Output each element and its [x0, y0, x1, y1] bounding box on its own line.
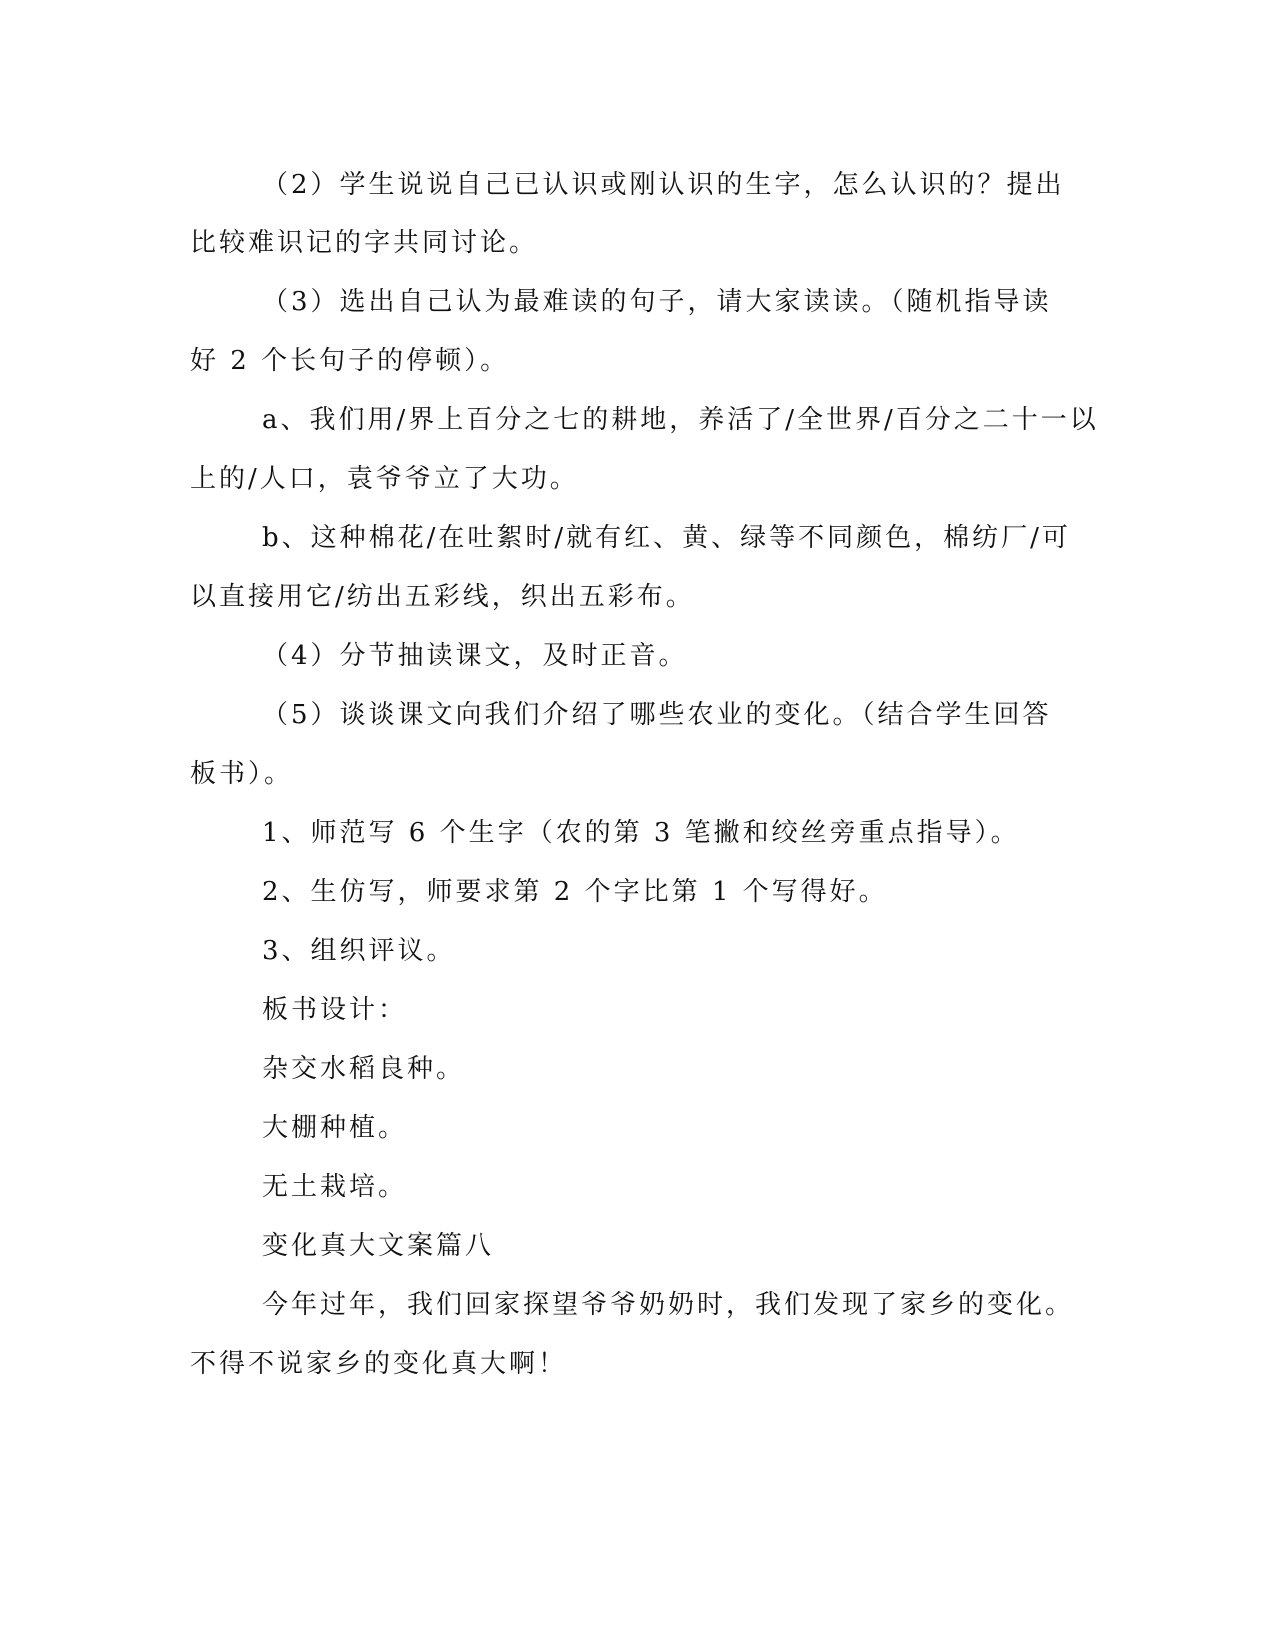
paragraph-line: （2）学生说说自己已认识或刚认识的生字，怎么认识的？提出: [262, 170, 1065, 200]
example-sentence-b: b、这种棉花/在吐絮时/就有红、黄、绿等不同颜色，棉纺厂/可: [262, 523, 1071, 553]
example-sentence-a: a、我们用/界上百分之七的耕地，养活了/全世界/百分之二十一以: [262, 405, 1099, 435]
paragraph-line: 今年过年，我们回家探望爷爷奶奶时，我们发现了家乡的变化。: [262, 1290, 1075, 1320]
list-item: 1、师范写 6 个生字（农的第 3 笔撇和绞丝旁重点指导）。: [262, 818, 1020, 848]
list-item: 3、组织评议。: [262, 936, 456, 966]
section-title: 变化真大文案篇八: [262, 1231, 495, 1261]
paragraph-line: 不得不说家乡的变化真大啊！: [190, 1349, 568, 1379]
paragraph-line: 以直接用它/纺出五彩线，织出五彩布。: [190, 582, 695, 612]
paragraph-line: （3）选出自己认为最难读的句子，请大家读读。（随机指导读: [262, 287, 1052, 317]
paragraph-line: （4）分节抽读课文，及时正音。: [262, 641, 688, 671]
paragraph-line: 板书）。: [190, 759, 294, 789]
board-item: 大棚种植。: [262, 1113, 408, 1143]
paragraph-line: 比较难识记的字共同讨论。: [190, 228, 539, 258]
paragraph-line: 上的/人口，袁爷爷立了大功。: [190, 464, 579, 494]
paragraph-line: 好 2 个长句子的停顿）。: [190, 346, 510, 376]
board-item: 杂交水稻良种。: [262, 1054, 466, 1084]
list-item: 2、生仿写，师要求第 2 个字比第 1 个写得好。: [262, 877, 888, 907]
paragraph-line: （5）谈谈课文向我们介绍了哪些农业的变化。（结合学生回答: [262, 700, 1052, 730]
board-design-heading: 板书设计：: [262, 995, 408, 1025]
board-item: 无土栽培。: [262, 1172, 408, 1202]
